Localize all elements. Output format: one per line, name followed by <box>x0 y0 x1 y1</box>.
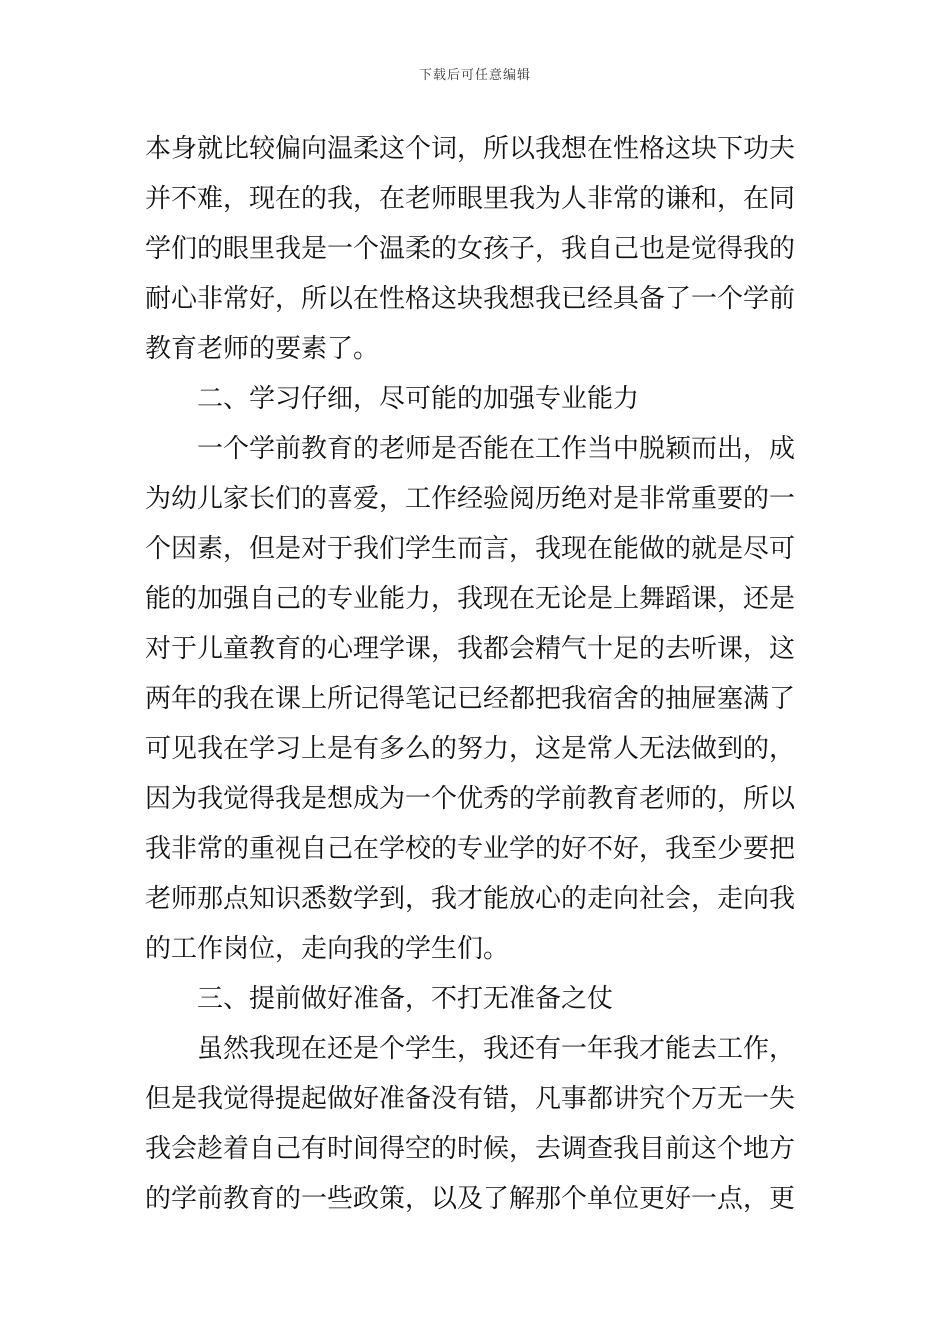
paragraph-line: 学们的眼里我是一个温柔的女孩子，我自己也是觉得我的 <box>145 234 796 264</box>
paragraph-line: 教育老师的要素了。 <box>145 334 380 364</box>
paragraph-line: 的工作岗位，走向我的学生们。 <box>145 934 510 964</box>
paragraph-line: 并不难，现在的我，在老师眼里我为人非常的谦和，在同 <box>145 184 796 214</box>
paragraph-line: 能的加强自己的专业能力，我现在无论是上舞蹈课，还是 <box>145 584 796 614</box>
paragraph-line: 两年的我在课上所记得笔记已经都把我宿舍的抽屉塞满了 <box>145 684 796 714</box>
paragraph-line: 为幼儿家长们的喜爱，工作经验阅历绝对是非常重要的一 <box>145 484 796 514</box>
section-heading: 二、学习仔细，尽可能的加强专业能力 <box>197 384 640 414</box>
paragraph-line: 老师那点知识悉数学到，我才能放心的走向社会，走向我 <box>145 884 796 914</box>
paragraph-line: 的学前教育的一些政策，以及了解那个单位更好一点，更 <box>145 1184 796 1214</box>
paragraph-line: 但是我觉得提起做好准备没有错，凡事都讲究个万无一失 <box>145 1084 796 1114</box>
paragraph-line: 耐心非常好，所以在性格这块我想我已经具备了一个学前 <box>145 284 796 314</box>
page-header-note: 下载后可任意编辑 <box>418 68 531 83</box>
paragraph-line: 我非常的重视自己在学校的专业学的好不好，我至少要把 <box>145 834 796 864</box>
paragraph-line: 虽然我现在还是个学生，我还有一年我才能去工作， <box>197 1034 796 1064</box>
paragraph-line: 本身就比较偏向温柔这个词，所以我想在性格这块下功夫 <box>145 134 796 164</box>
section-heading: 三、提前做好准备，不打无准备之仗 <box>197 984 614 1014</box>
paragraph-line: 一个学前教育的老师是否能在工作当中脱颖而出，成 <box>197 434 796 464</box>
paragraph-line: 可见我在学习上是有多么的努力，这是常人无法做到的， <box>145 734 796 764</box>
document-body <box>145 124 810 1224</box>
paragraph-line: 因为我觉得我是想成为一个优秀的学前教育老师的，所以 <box>145 784 796 814</box>
paragraph-line: 我会趁着自己有时间得空的时候，去调查我目前这个地方 <box>145 1134 796 1164</box>
paragraph-line: 个因素，但是对于我们学生而言，我现在能做的就是尽可 <box>145 534 796 564</box>
paragraph-line: 对于儿童教育的心理学课，我都会精气十足的去听课，这 <box>145 634 796 664</box>
